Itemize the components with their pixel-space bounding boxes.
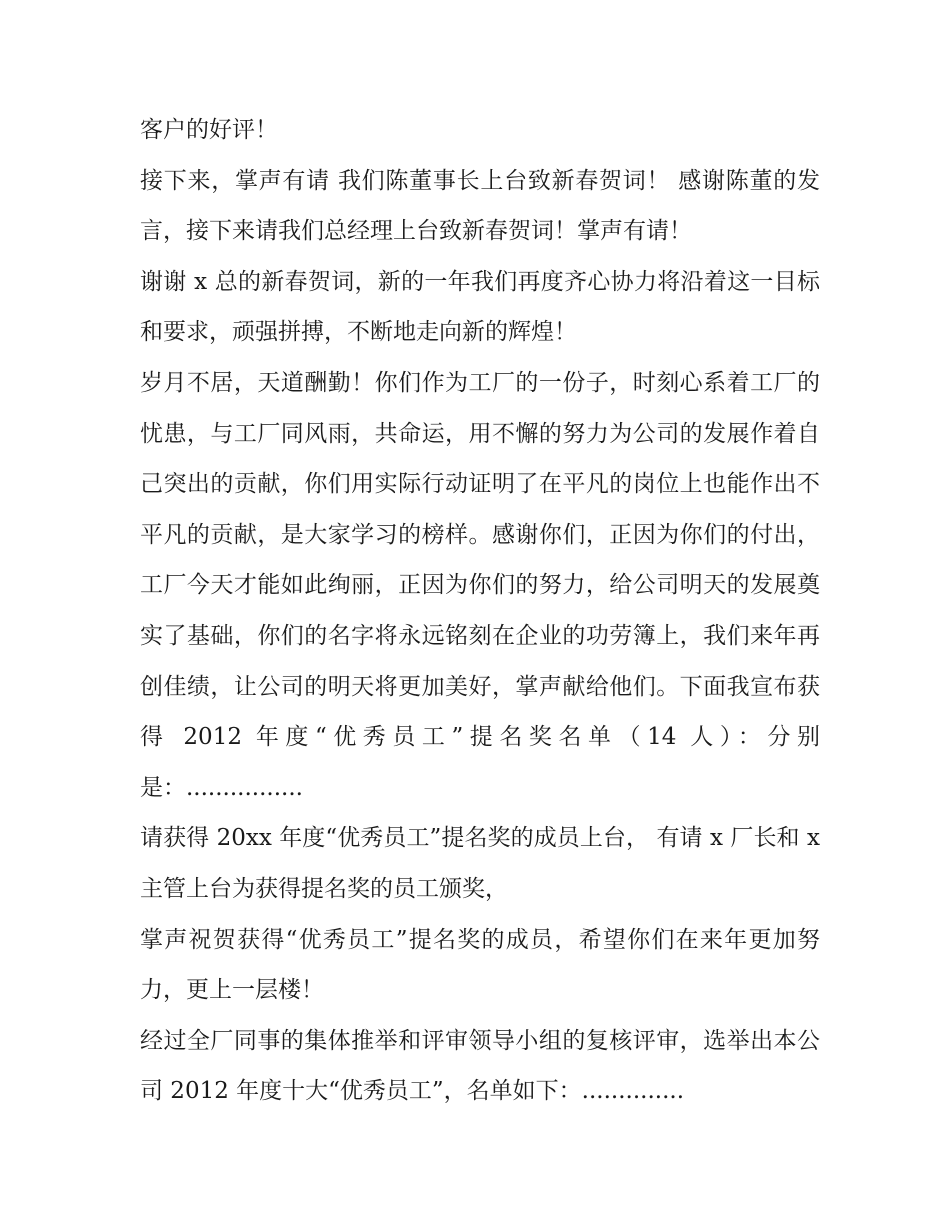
paragraph-thanks-general-manager: 谢谢 x 总的新春贺词，新的一年我们再度齐心协力将沿着这一目标和要求，顽强拼搏，不断地走向新的辉煌！ <box>140 268 820 346</box>
paragraph-chairman-greeting: 接下来，掌声有请 我们陈董事长上台致新春贺词！ 感谢陈董的发言，接下来请我们总经理上台致新春贺词！掌声有请！ <box>140 167 820 245</box>
paragraph-nominee-stage-call: 请获得 20xx 年度“优秀员工”提名奖的成员上台， 有请 x 厂长和 x 主管上台为获得提名奖的员工颁奖， <box>140 825 820 902</box>
paragraph-nominee-congrats: 掌声祝贺获得“优秀员工”提名奖的成员，希望你们在来年更加努力，更上一层楼！ <box>140 926 820 1004</box>
paragraph-closing-praise: 客户的好评！ <box>140 117 278 143</box>
paragraph-employee-tribute: 岁月不居，天道酬勤！你们作为工厂的一份子，时刻心系着工厂的忧患，与工厂同风雨，共命运，用不懈的努力为公司的发展作着自己突出的贡献，你们用实际行动证明了在平凡的岗位上也能作出不平凡的贡献，是大家学习的榜样。感谢你们，正因为你们的付出，工厂今天才能如此绚丽，正因为你们的努力，给公司明天的发展奠实了基础，你们的名字将永远铭刻在企业的功劳簿上，我们来年再创佳绩，让公司的明天将更加美好，掌声献给他们。下面我宣布获得 2012 年度“优秀员工”提名奖名单（14 人）：分别是：................ <box>140 369 820 801</box>
paragraph-top-ten-announcement: 经过全厂同事的集体推举和评审领导小组的复核评审，选举出本公司 2012 年度十大“优秀员工”，名单如下：.............. <box>140 1027 820 1105</box>
document-page <box>140 105 820 1117</box>
